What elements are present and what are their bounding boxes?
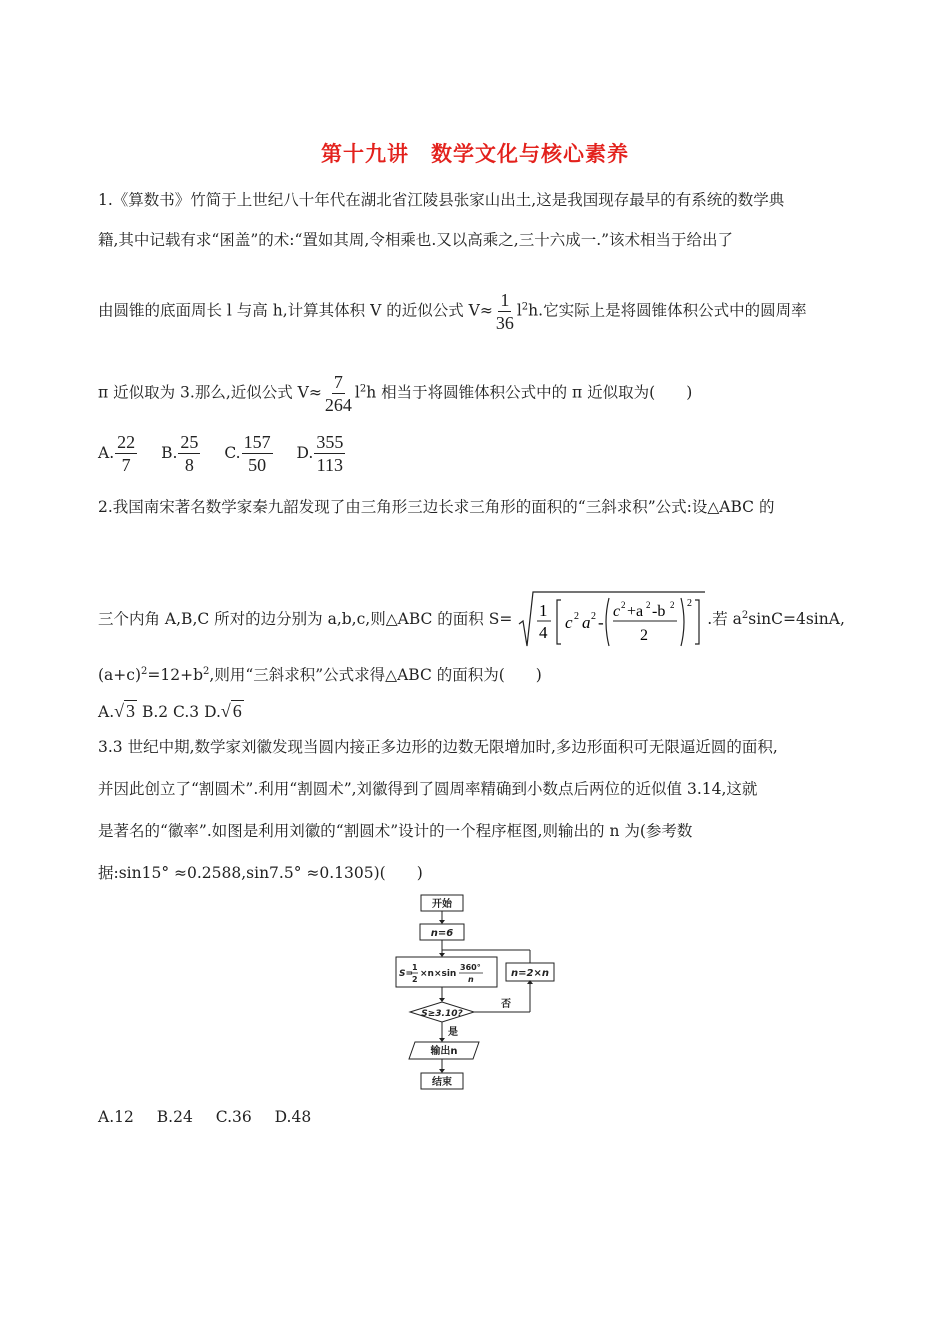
q1-line4-text: π 近似取为 3.那么,近似公式 V≈	[98, 383, 322, 402]
frac-num: 355	[316, 432, 344, 452]
exponent: 2	[141, 666, 148, 677]
option-fraction	[178, 432, 200, 475]
q2-line3-a: (a+c)	[98, 666, 142, 685]
q1-line4	[98, 372, 692, 415]
svg-text:2: 2	[591, 611, 597, 622]
q1-line3-text: 由圆锥的底面周长 l 与高 h,计算其体积 V 的近似公式 V≈	[98, 301, 493, 320]
q2-line3-c: ,则用“三斜求积”公式求得△ABC 的面积为( )	[209, 666, 542, 685]
no-label: 否	[501, 999, 511, 1010]
heron-formula	[517, 588, 707, 652]
option-label: A.	[98, 443, 115, 462]
frac-den: 7	[121, 455, 131, 475]
q1-option-d[interactable]	[296, 432, 347, 475]
formula-fraction	[323, 372, 354, 415]
q3-line3: 是著名的“徽率”.如图是利用刘徽的“割圆术”设计的一个程序框图,则输出的 n 为(参考数	[98, 822, 693, 840]
output-label: 输出n	[430, 1046, 458, 1057]
option-label: D.	[296, 443, 314, 462]
frac-den: 50	[248, 455, 267, 475]
svg-text:1: 1	[539, 601, 548, 620]
q2-line3	[98, 661, 542, 686]
exponent: 2	[521, 301, 529, 313]
option-fraction	[115, 432, 137, 475]
sqrt-symbol: √ 3	[114, 701, 136, 721]
option-label: B.	[161, 443, 178, 462]
svg-text:360°: 360°	[460, 963, 481, 972]
page-title: 第十九讲 数学文化与核心素养	[321, 142, 629, 166]
update-label: n=2×n	[511, 968, 549, 979]
q2-line3-b: =12+b	[147, 666, 204, 685]
svg-text:-: -	[598, 613, 604, 632]
frac-den: 113	[316, 455, 343, 475]
svg-text:n: n	[468, 975, 474, 984]
init-label: n=6	[430, 928, 454, 939]
frac-num: 7	[333, 372, 343, 392]
q2-line2-cond: .若 a	[707, 610, 742, 628]
q2-line2-cond-tail: sinC=4sinA,	[748, 610, 845, 628]
exponent: 2	[741, 609, 749, 621]
svg-text:S=: S=	[399, 969, 414, 979]
q1-option-b[interactable]	[161, 432, 201, 475]
option-fraction	[242, 432, 273, 475]
q3-option-a[interactable]: A.12	[98, 1108, 134, 1126]
svg-text:×n×sin: ×n×sin	[420, 969, 457, 979]
svg-text:2: 2	[687, 598, 693, 609]
frac-num: 25	[180, 432, 199, 452]
svg-text:2: 2	[574, 611, 580, 622]
exponent: 2	[203, 666, 210, 677]
svg-text:2: 2	[621, 600, 626, 610]
option-label: B.2 C.3 D.	[141, 703, 221, 721]
svg-text:a: a	[582, 613, 591, 632]
q2-option-a[interactable]	[98, 703, 137, 721]
q1-line3	[98, 290, 807, 333]
condition-label: S≥3.10?	[421, 1009, 463, 1019]
option-fraction	[314, 432, 345, 475]
q2-line2	[98, 588, 845, 652]
svg-text:-b: -b	[652, 603, 666, 620]
q3-option-b[interactable]: B.24	[156, 1108, 193, 1126]
frac-den: 264	[324, 395, 352, 415]
exponent: 2	[359, 383, 367, 395]
yes-label: 是	[448, 1027, 458, 1038]
svg-text:c: c	[565, 613, 573, 632]
q2-options	[98, 700, 244, 723]
q3-line1: 3.3 世纪中期,数学家刘徽发现当圆内接正多边形的边数无限增加时,多边形面积可无限逼近圆的面积,	[98, 738, 778, 756]
q1-option-c[interactable]	[224, 432, 273, 475]
sqrt-value: 3	[126, 701, 136, 721]
q3-options	[98, 1106, 329, 1128]
q2-options-bcd[interactable]	[142, 703, 244, 721]
svg-text:2: 2	[646, 600, 651, 610]
option-label: A.	[98, 703, 115, 721]
svg-text:2: 2	[670, 600, 675, 610]
q1-options	[98, 432, 364, 475]
end-label: 结束	[432, 1077, 452, 1088]
q1-line2: 籍,其中记载有求“囷盖”的术:“置如其周,令相乘也.又以高乘之,三十六成一.”该术相当于给出了	[98, 231, 734, 249]
svg-text:4: 4	[539, 623, 548, 642]
q3-line4: 据:sin15° ≈0.2588,sin7.5° ≈0.1305)( )	[98, 864, 423, 882]
var-l: l	[516, 301, 522, 320]
sqrt-symbol: √ 6	[220, 701, 242, 721]
q3-option-d[interactable]: D.48	[274, 1108, 312, 1126]
program-flowchart	[393, 893, 563, 1093]
q2-line2-text: 三个内角 A,B,C 所对的边分别为 a,b,c,则△ABC 的面积 S=	[98, 610, 513, 628]
q3-line2: 并因此创立了“割圆术”.利用“割圆术”,刘徽得到了圆周率精确到小数点后两位的近似值 3.14,这就	[98, 780, 758, 798]
svg-text:2: 2	[640, 627, 649, 644]
heron-formula-svg	[517, 588, 707, 652]
frac-num: 1	[500, 290, 510, 310]
svg-text:+a: +a	[627, 603, 644, 620]
svg-text:2: 2	[412, 975, 418, 984]
frac-den: 8	[184, 455, 194, 475]
q1-line4-tail: h 相当于将圆锥体积公式中的 π 近似取为( )	[366, 383, 693, 402]
option-label: C.	[224, 443, 241, 462]
frac-den: 36	[495, 313, 514, 333]
svg-text:c: c	[613, 603, 621, 620]
q1-line1: 1.《算数书》竹简于上世纪八十年代在湖北省江陵县张家山出土,这是我国现存最早的有系统的数学典	[98, 191, 785, 209]
formula-fraction	[494, 290, 516, 333]
q1-line3-tail: h.它实际上是将圆锥体积公式中的圆周率	[528, 301, 807, 320]
q2-line1: 2.我国南宋著名数学家秦九韶发现了由三角形三边长求三角形的面积的“三斜求积”公式:设△ABC 的	[98, 498, 775, 516]
sqrt-value: 6	[232, 701, 242, 721]
var-l: l	[354, 383, 360, 402]
q1-option-a[interactable]	[98, 432, 138, 475]
frac-num: 22	[117, 432, 136, 452]
frac-num: 157	[243, 432, 271, 452]
q3-option-c[interactable]: C.36	[215, 1108, 252, 1126]
svg-text:1: 1	[412, 963, 418, 972]
start-label: 开始	[432, 899, 452, 910]
